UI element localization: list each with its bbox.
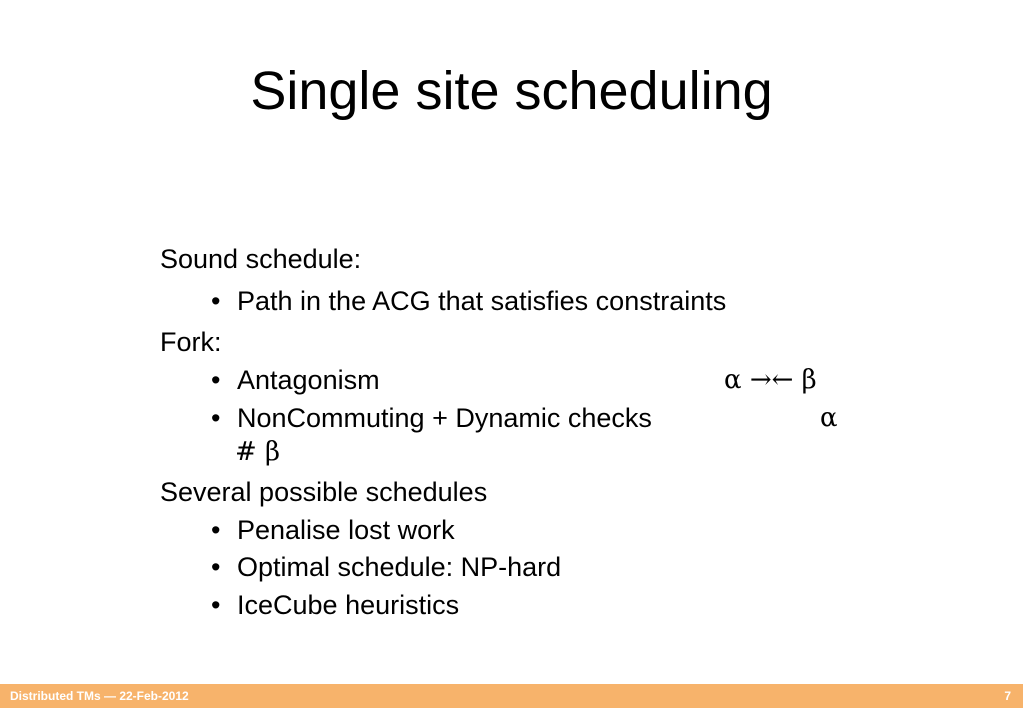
section-heading-sound-schedule: Sound schedule: — [160, 244, 362, 274]
section-heading-several-schedules: Several possible schedules — [160, 477, 488, 507]
noncommuting-beta-symbol: # β — [235, 437, 281, 467]
antagonism-symbol: α →← β — [724, 365, 817, 395]
bullet-glyph: • — [211, 552, 221, 582]
bullet-optimal-schedule: Optimal schedule: NP-hard — [237, 552, 562, 582]
footer-bar — [0, 684, 1023, 708]
bullet-glyph: • — [211, 286, 221, 316]
bullet-glyph: • — [211, 515, 221, 545]
noncommuting-alpha-symbol: α — [820, 403, 838, 433]
bullet-glyph: • — [211, 365, 221, 395]
bullet-penalise-lost-work: Penalise lost work — [237, 515, 455, 545]
footer-info: Distributed TMs — 22-Feb-2012 — [10, 689, 189, 703]
bullet-noncommuting: NonCommuting + Dynamic checks — [237, 403, 652, 433]
section-heading-fork: Fork: — [160, 327, 222, 357]
bullet-glyph: • — [211, 403, 221, 433]
bullet-antagonism: Antagonism — [237, 365, 380, 395]
bullet-icecube-heuristics: IceCube heuristics — [237, 590, 460, 620]
page-number: 7 — [1004, 689, 1011, 703]
slide-title: Single site scheduling — [250, 61, 773, 121]
bullet-glyph: • — [211, 590, 221, 620]
bullet-path-acg: Path in the ACG that satisfies constraints — [237, 286, 727, 316]
